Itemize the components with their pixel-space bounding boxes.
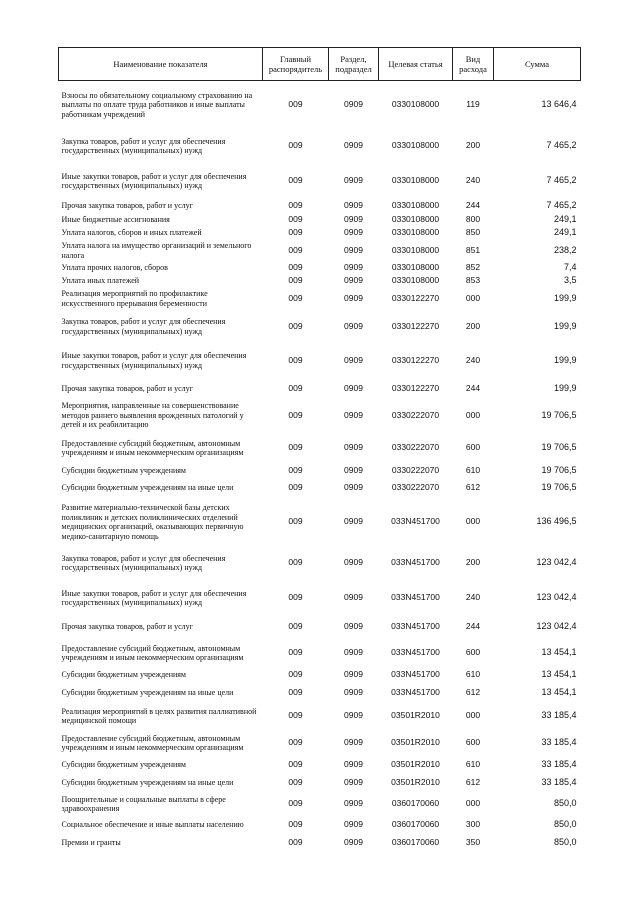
row-chief-manager: 009 (288, 710, 303, 721)
row-expense-type: 200 (465, 140, 481, 151)
row-name: Иные закупки товаров, работ и услуг для обеспечения государственных (муниципальных) нужд (61, 171, 247, 190)
row-target-item: 0330122270 (391, 382, 440, 393)
table-row (59, 378, 581, 400)
header-name: Наименование показателя (59, 48, 263, 81)
row-expense-type: 000 (465, 409, 481, 420)
table-row (59, 344, 581, 378)
table-row (59, 275, 581, 288)
row-expense-type: 851 (465, 244, 481, 255)
row-section: 0909 (344, 687, 363, 698)
row-section: 0909 (344, 647, 363, 658)
row-expense-type: 610 (465, 465, 481, 476)
row-expense-type: 244 (465, 200, 481, 211)
table-row (59, 478, 581, 499)
row-sum: 199,9 (553, 382, 577, 393)
row-chief-manager: 009 (288, 482, 303, 493)
row-section: 0909 (344, 710, 363, 721)
row-sum: 199,9 (553, 320, 577, 331)
row-chief-manager: 009 (288, 621, 303, 632)
row-expense-type: 000 (465, 710, 481, 721)
table-row (59, 214, 581, 227)
row-section: 0909 (344, 837, 363, 848)
row-expense-type: 300 (465, 819, 481, 830)
row-chief-manager: 009 (288, 777, 303, 788)
header-section: Раздел, подраздел (329, 48, 379, 81)
table-body (59, 81, 581, 851)
row-expense-type: 350 (465, 837, 481, 848)
row-sum: 33 185,4 (541, 737, 577, 748)
row-name: Развитие материально-технической базы детских поликлиник и детских поликлинических отделений медицинских организаций, оказывающих первичную медико-санитарную помощь (61, 503, 244, 541)
row-expense-type: 612 (465, 777, 481, 788)
row-chief-manager: 009 (288, 516, 303, 527)
table-row (59, 668, 581, 683)
header-target-item: Целевая статья (379, 48, 453, 81)
table-row (59, 836, 581, 851)
row-expense-type: 200 (465, 320, 481, 331)
table-row (59, 310, 581, 344)
table-row (59, 683, 581, 704)
row-section: 0909 (344, 465, 363, 476)
row-name: Субсидии бюджетным учреждениям (61, 760, 186, 770)
row-sum: 19 706,5 (541, 465, 577, 476)
row-target-item: 0330222070 (391, 442, 440, 453)
table-row (59, 129, 581, 164)
row-name: Прочая закупка товаров, работ и услуг (61, 622, 193, 632)
row-sum: 249,1 (553, 214, 577, 225)
row-name: Прочая закупка товаров, работ и услуг (61, 383, 193, 393)
row-chief-manager: 009 (288, 175, 303, 186)
row-chief-manager: 009 (288, 292, 303, 303)
row-chief-manager: 009 (288, 442, 303, 453)
row-target-item: 033N451700 (391, 621, 440, 632)
row-target-item: 0330108000 (391, 227, 440, 238)
table-row (59, 465, 581, 478)
row-target-item: 0330108000 (391, 244, 440, 255)
row-chief-manager: 009 (288, 382, 303, 393)
row-name: Уплата прочих налогов, сборов (61, 263, 168, 273)
row-name: Предоставление субсидий бюджетным, автономным учреждениям и иным некоммерческим организациям (61, 733, 244, 752)
table-row (59, 758, 581, 773)
row-section: 0909 (344, 214, 363, 225)
row-section: 0909 (344, 482, 363, 493)
row-expense-type: 610 (465, 669, 481, 680)
row-expense-type: 119 (466, 99, 480, 109)
row-name: Субсидии бюджетным учреждениям на иные цели (61, 778, 234, 788)
row-chief-manager: 009 (288, 227, 303, 238)
row-target-item: 03501R2010 (391, 737, 440, 748)
row-name: Социальное обеспечение и иные выплаты населению (61, 820, 244, 830)
row-name: Закупка товаров, работ и услуг для обеспечения государственных (муниципальных) нужд (61, 317, 226, 336)
budget-table (58, 47, 581, 851)
table-row (59, 639, 581, 668)
row-expense-type: 850 (465, 227, 481, 238)
row-expense-type: 000 (465, 798, 481, 809)
row-sum: 7,4 (563, 262, 577, 273)
row-section: 0909 (344, 669, 363, 680)
row-chief-manager: 009 (288, 244, 303, 255)
row-name: Предоставление субсидий бюджетным, автономным учреждениям и иным некоммерческим организациям (61, 643, 244, 662)
row-target-item: 0330108000 (391, 99, 440, 109)
row-name: Субсидии бюджетным учреждениям (61, 670, 186, 680)
row-name: Реализация мероприятий в целях развития паллиативной медицинской помощи (61, 706, 257, 725)
row-expense-type: 612 (465, 482, 481, 493)
row-sum: 7 465,2 (546, 175, 577, 186)
row-sum: 19 706,5 (541, 482, 577, 493)
table-row (59, 704, 581, 729)
row-expense-type: 600 (465, 442, 481, 453)
row-sum: 33 185,4 (541, 777, 577, 788)
row-target-item: 03501R2010 (391, 710, 440, 721)
row-target-item: 033N451700 (391, 669, 440, 680)
row-expense-type: 600 (465, 737, 481, 748)
row-target-item: 0330122270 (391, 354, 440, 365)
table-row (59, 546, 581, 581)
row-expense-type: 000 (465, 516, 481, 527)
row-chief-manager: 009 (288, 465, 303, 476)
row-expense-type: 610 (465, 759, 481, 770)
row-target-item: 033N451700 (391, 557, 440, 568)
table-row (59, 199, 581, 214)
table-row (59, 164, 581, 199)
table-row (59, 729, 581, 758)
row-sum: 850,0 (553, 798, 577, 809)
row-name: Прочая закупка товаров, работ и услуг (61, 201, 193, 211)
row-target-item: 0360170060 (391, 798, 440, 809)
row-sum: 199,9 (553, 292, 577, 303)
row-expense-type: 853 (465, 275, 481, 286)
row-sum: 33 185,4 (541, 710, 577, 721)
row-name: Иные бюджетные ассигнования (61, 215, 170, 225)
table-row (59, 773, 581, 794)
row-expense-type: 852 (465, 262, 481, 273)
row-target-item: 0360170060 (391, 837, 440, 848)
row-chief-manager: 009 (288, 320, 303, 331)
row-target-item: 03501R2010 (391, 759, 440, 770)
row-name: Мероприятия, направленные на совершенствование методов раннего выявления врожденных патологий у детей и их реабилитацию (61, 401, 244, 430)
row-sum: 13 454,1 (541, 669, 577, 680)
row-expense-type: 200 (465, 557, 481, 568)
row-section: 0909 (344, 354, 363, 365)
row-sum: 136 496,5 (536, 516, 577, 527)
row-expense-type: 244 (465, 621, 481, 632)
table-row (59, 227, 581, 240)
row-sum: 13 454,1 (541, 687, 577, 698)
row-sum: 7 465,2 (546, 140, 577, 151)
row-expense-type: 612 (465, 687, 481, 698)
row-chief-manager: 009 (288, 592, 303, 603)
row-sum: 123 042,4 (536, 621, 577, 632)
row-name: Уплата налога на имущество организаций и земельного налога (61, 241, 252, 260)
row-chief-manager: 009 (288, 214, 303, 225)
row-target-item: 0330222070 (391, 409, 440, 420)
row-expense-type: 000 (465, 292, 481, 303)
table-header (59, 48, 581, 81)
row-chief-manager: 009 (288, 737, 303, 748)
row-name: Субсидии бюджетным учреждениям на иные цели (61, 688, 234, 698)
row-chief-manager: 009 (288, 140, 303, 151)
row-section: 0909 (344, 227, 363, 238)
table-row (59, 400, 581, 432)
row-target-item: 03501R2010 (391, 777, 440, 788)
row-section: 0909 (344, 442, 363, 453)
header-chief-manager: Главный распорядитель (263, 48, 329, 81)
row-chief-manager: 009 (288, 759, 303, 770)
row-target-item: 033N451700 (391, 516, 440, 527)
row-section: 0909 (344, 759, 363, 770)
row-target-item: 0330108000 (391, 140, 440, 151)
row-sum: 3,5 (563, 275, 577, 286)
row-target-item: 0330108000 (391, 200, 440, 211)
row-chief-manager: 009 (288, 275, 303, 286)
row-sum: 7 465,2 (546, 200, 577, 211)
row-expense-type: 240 (465, 592, 481, 603)
row-target-item: 0330108000 (391, 214, 440, 225)
row-section: 0909 (344, 737, 363, 748)
row-name: Иные закупки товаров, работ и услуг для обеспечения государственных (муниципальных) нужд (61, 351, 247, 370)
row-expense-type: 244 (465, 382, 481, 393)
row-chief-manager: 009 (288, 354, 303, 365)
row-chief-manager: 009 (288, 669, 303, 680)
row-sum: 33 185,4 (541, 759, 577, 770)
row-expense-type: 240 (465, 354, 481, 365)
table-row (59, 499, 581, 546)
row-section: 0909 (344, 592, 363, 603)
table-row (59, 815, 581, 836)
row-target-item: 0330222070 (391, 482, 440, 493)
row-target-item: 0330122270 (391, 292, 440, 303)
row-chief-manager: 009 (288, 262, 303, 273)
row-expense-type: 600 (465, 647, 481, 658)
row-chief-manager: 009 (288, 647, 303, 658)
row-sum: 123 042,4 (536, 592, 577, 603)
table-row (59, 581, 581, 616)
row-target-item: 0330108000 (391, 262, 440, 273)
row-chief-manager: 009 (288, 837, 303, 848)
row-expense-type: 800 (465, 214, 481, 225)
row-section: 0909 (344, 557, 363, 568)
row-name: Субсидии бюджетным учреждениям на иные цели (61, 483, 234, 493)
row-chief-manager: 009 (288, 409, 303, 420)
header-sum: Сумма (494, 48, 581, 81)
table-row (59, 262, 581, 275)
row-target-item: 033N451700 (391, 647, 440, 658)
table-row (59, 432, 581, 465)
row-target-item: 033N451700 (391, 592, 440, 603)
row-chief-manager: 009 (288, 99, 303, 109)
row-sum: 238,2 (553, 244, 577, 255)
row-chief-manager: 009 (288, 200, 303, 211)
header-expense-type: Вид расхода (453, 48, 494, 81)
row-section: 0909 (344, 140, 363, 151)
row-name: Предоставление субсидий бюджетным, автономным учреждениям и иным некоммерческим организациям (61, 438, 244, 457)
row-section: 0909 (344, 275, 363, 286)
row-name: Реализация мероприятий по профилактике искусственного прерывания беременности (61, 289, 208, 308)
row-section: 0909 (344, 382, 363, 393)
table-row (59, 288, 581, 310)
row-name: Субсидии бюджетным учреждениям (61, 466, 186, 476)
row-name: Поощрительные и социальные выплаты в сфере здравоохранения (61, 794, 226, 813)
row-name: Уплата иных платежей (61, 276, 140, 286)
row-sum: 850,0 (553, 837, 577, 848)
row-section: 0909 (344, 175, 363, 186)
row-sum: 123 042,4 (536, 557, 577, 568)
row-section: 0909 (344, 200, 363, 211)
row-name: Премии и гранты (61, 838, 121, 848)
row-section: 0909 (344, 99, 363, 109)
row-expense-type: 240 (465, 175, 481, 186)
row-sum: 249,1 (553, 227, 577, 238)
row-section: 0909 (344, 819, 363, 830)
row-target-item: 0330222070 (391, 465, 440, 476)
row-section: 0909 (344, 409, 363, 420)
row-section: 0909 (344, 777, 363, 788)
row-name: Взносы по обязательному социальному страхованию на выплаты по оплате труда работников и иные выплаты работникам учреждений (61, 90, 253, 119)
row-section: 0909 (344, 621, 363, 632)
row-name: Уплата налогов, сборов и иных платежей (61, 228, 202, 238)
row-target-item: 0330108000 (391, 275, 440, 286)
table-row (59, 616, 581, 639)
row-chief-manager: 009 (288, 819, 303, 830)
row-sum: 13 454,1 (541, 647, 577, 658)
row-name: Закупка товаров, работ и услуг для обеспечения государственных (муниципальных) нужд (61, 136, 226, 155)
row-chief-manager: 009 (288, 798, 303, 809)
row-section: 0909 (344, 292, 363, 303)
row-chief-manager: 009 (288, 557, 303, 568)
row-section: 0909 (344, 244, 363, 255)
row-section: 0909 (344, 798, 363, 809)
row-target-item: 0360170060 (391, 819, 440, 830)
row-sum: 199,9 (553, 354, 577, 365)
row-name: Иные закупки товаров, работ и услуг для обеспечения государственных (муниципальных) нужд (61, 588, 247, 607)
row-section: 0909 (344, 516, 363, 527)
table-row (59, 81, 581, 129)
row-target-item: 033N451700 (391, 687, 440, 698)
row-sum: 19 706,5 (541, 442, 577, 453)
table-row (59, 240, 581, 262)
row-sum: 850,0 (553, 819, 577, 830)
row-section: 0909 (344, 262, 363, 273)
table-row (59, 794, 581, 815)
row-sum: 13 646,4 (541, 99, 577, 109)
row-section: 0909 (344, 320, 363, 331)
row-chief-manager: 009 (288, 687, 303, 698)
row-target-item: 0330122270 (391, 320, 440, 331)
row-target-item: 0330108000 (391, 175, 440, 186)
row-name: Закупка товаров, работ и услуг для обеспечения государственных (муниципальных) нужд (61, 553, 226, 572)
row-sum: 19 706,5 (541, 409, 577, 420)
